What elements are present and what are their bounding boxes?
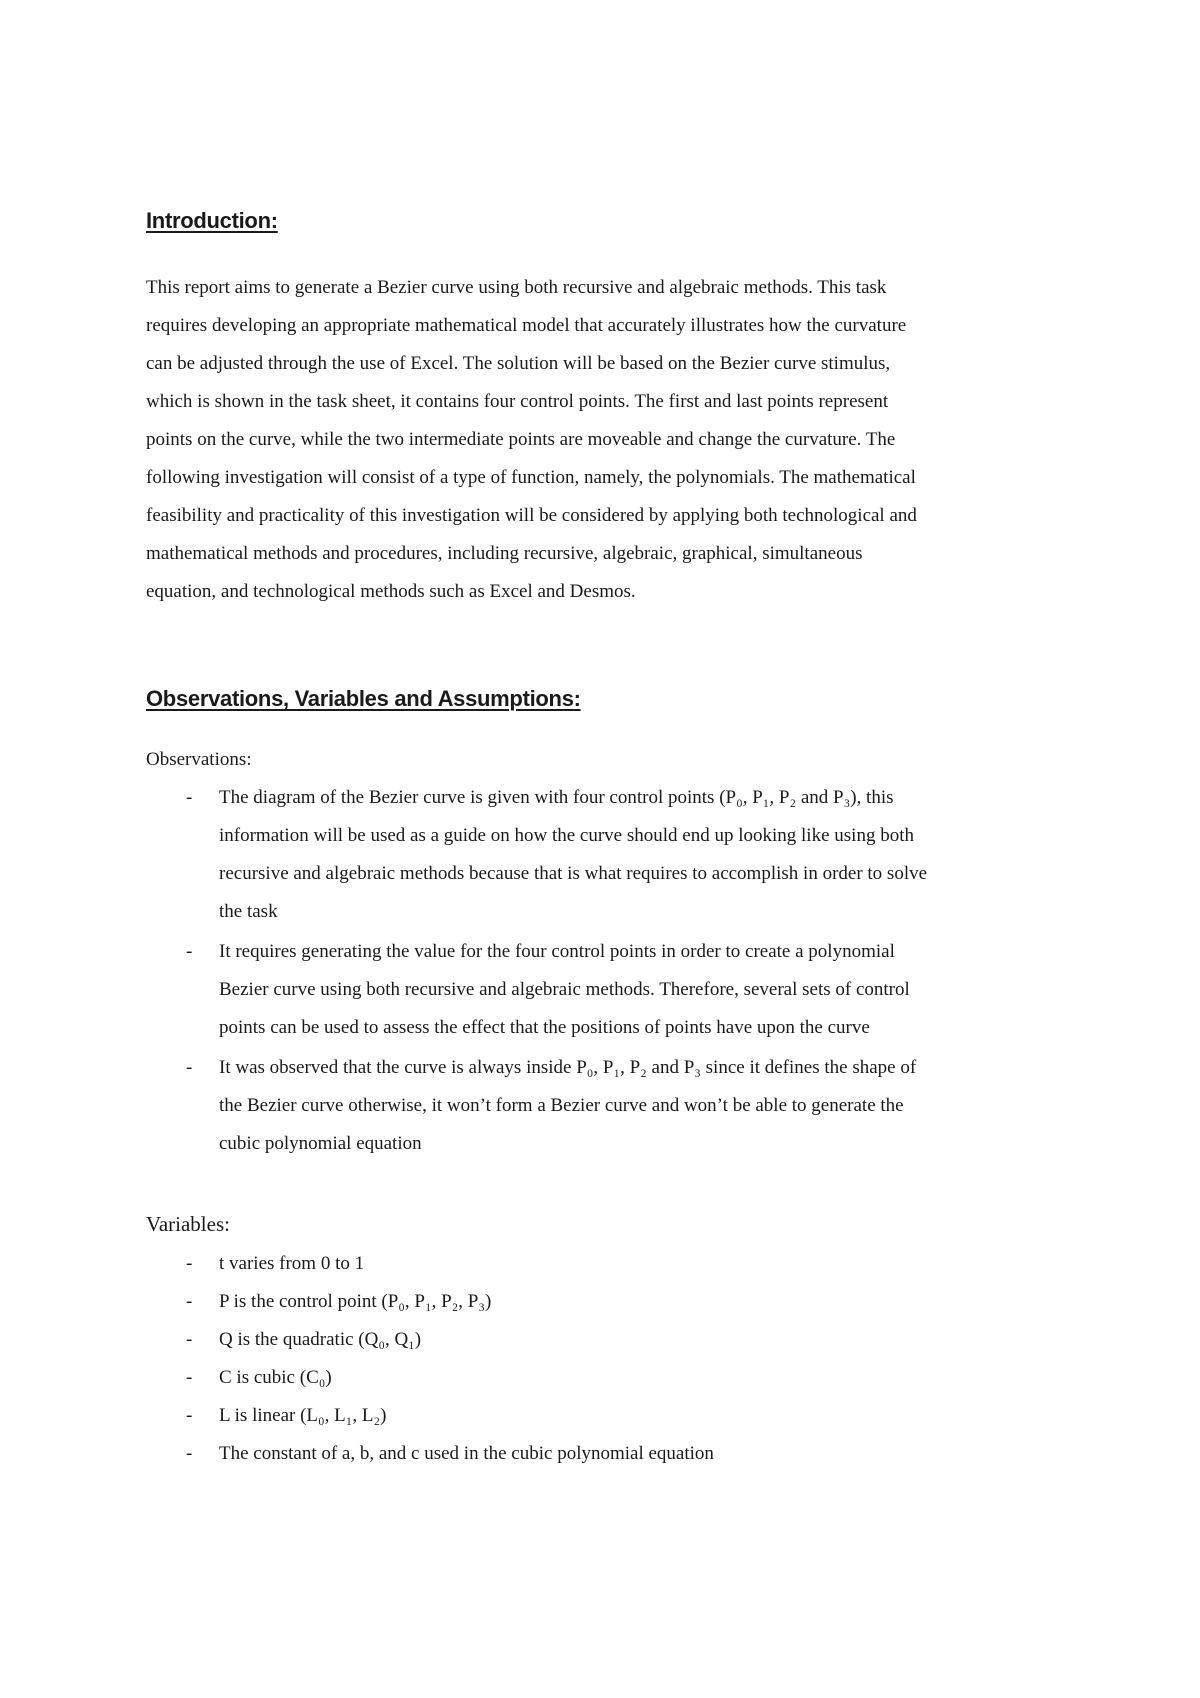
bullet-dash: -	[186, 1329, 193, 1350]
introduction-line: following investigation will consist of a type of function, namely, the polynomials. The mathematical	[146, 467, 916, 488]
bullet-dash: -	[186, 941, 193, 962]
observation-line: The diagram of the Bezier curve is given with four control points (P₀, P₁, P₂ and P₃), this	[219, 787, 894, 808]
variable-item: Q is the quadratic (Q₀, Q₁)	[219, 1329, 422, 1350]
bullet-dash: -	[186, 1367, 193, 1388]
bullet-dash: -	[186, 1405, 193, 1426]
observation-line: the Bezier curve otherwise, it won’t form a Bezier curve and won’t be able to generate the	[219, 1095, 904, 1116]
bullet-dash: -	[186, 1253, 193, 1274]
ova-heading: Observations, Variables and Assumptions:	[146, 686, 581, 711]
bullet-dash: -	[186, 1443, 193, 1464]
observation-line: It requires generating the value for the four control points in order to create a polynomial	[219, 941, 895, 962]
variable-item: P is the control point (P₀, P₁, P₂, P₃)	[219, 1291, 492, 1312]
introduction-line: points on the curve, while the two intermediate points are moveable and change the curvature. The	[146, 429, 896, 450]
variable-item: C is cubic (C₀)	[219, 1367, 332, 1388]
introduction-line: requires developing an appropriate mathematical model that accurately illustrates how the curvature	[146, 315, 907, 336]
observation-line: points can be used to assess the effect that the positions of points have upon the curve	[219, 1017, 870, 1038]
observation-line: information will be used as a guide on how the curve should end up looking like using both	[219, 825, 914, 846]
variable-item: The constant of a, b, and c used in the cubic polynomial equation	[219, 1443, 714, 1464]
introduction-line: which is shown in the task sheet, it contains four control points. The first and last points represent	[146, 391, 889, 412]
observations-label: Observations:	[146, 749, 252, 770]
bullet-dash: -	[186, 787, 193, 808]
introduction-heading: Introduction:	[146, 208, 278, 233]
introduction-line: mathematical methods and procedures, including recursive, algebraic, graphical, simultaneous	[146, 543, 863, 564]
variable-item: L is linear (L₀, L₁, L₂)	[219, 1405, 387, 1426]
variables-label: Variables:	[146, 1212, 230, 1236]
bullet-dash: -	[186, 1291, 193, 1312]
introduction-line: feasibility and practicality of this investigation will be considered by applying both technological and	[146, 505, 917, 526]
introduction-line: This report aims to generate a Bezier curve using both recursive and algebraic methods. This task	[146, 277, 887, 298]
introduction-line: can be adjusted through the use of Excel. The solution will be based on the Bezier curve stimulus,	[146, 353, 891, 374]
observation-line: Bezier curve using both recursive and algebraic methods. Therefore, several sets of control	[219, 979, 910, 1000]
introduction-line: equation, and technological methods such as Excel and Desmos.	[146, 581, 636, 602]
observation-line: cubic polynomial equation	[219, 1133, 422, 1154]
observation-line: It was observed that the curve is always inside P₀, P₁, P₂ and P₃ since it defines the shape of	[219, 1057, 917, 1078]
observation-line: the task	[219, 901, 278, 922]
bullet-dash: -	[186, 1057, 193, 1078]
variable-item: t varies from 0 to 1	[219, 1253, 365, 1274]
observation-line: recursive and algebraic methods because that is what requires to accomplish in order to solve	[219, 863, 928, 884]
